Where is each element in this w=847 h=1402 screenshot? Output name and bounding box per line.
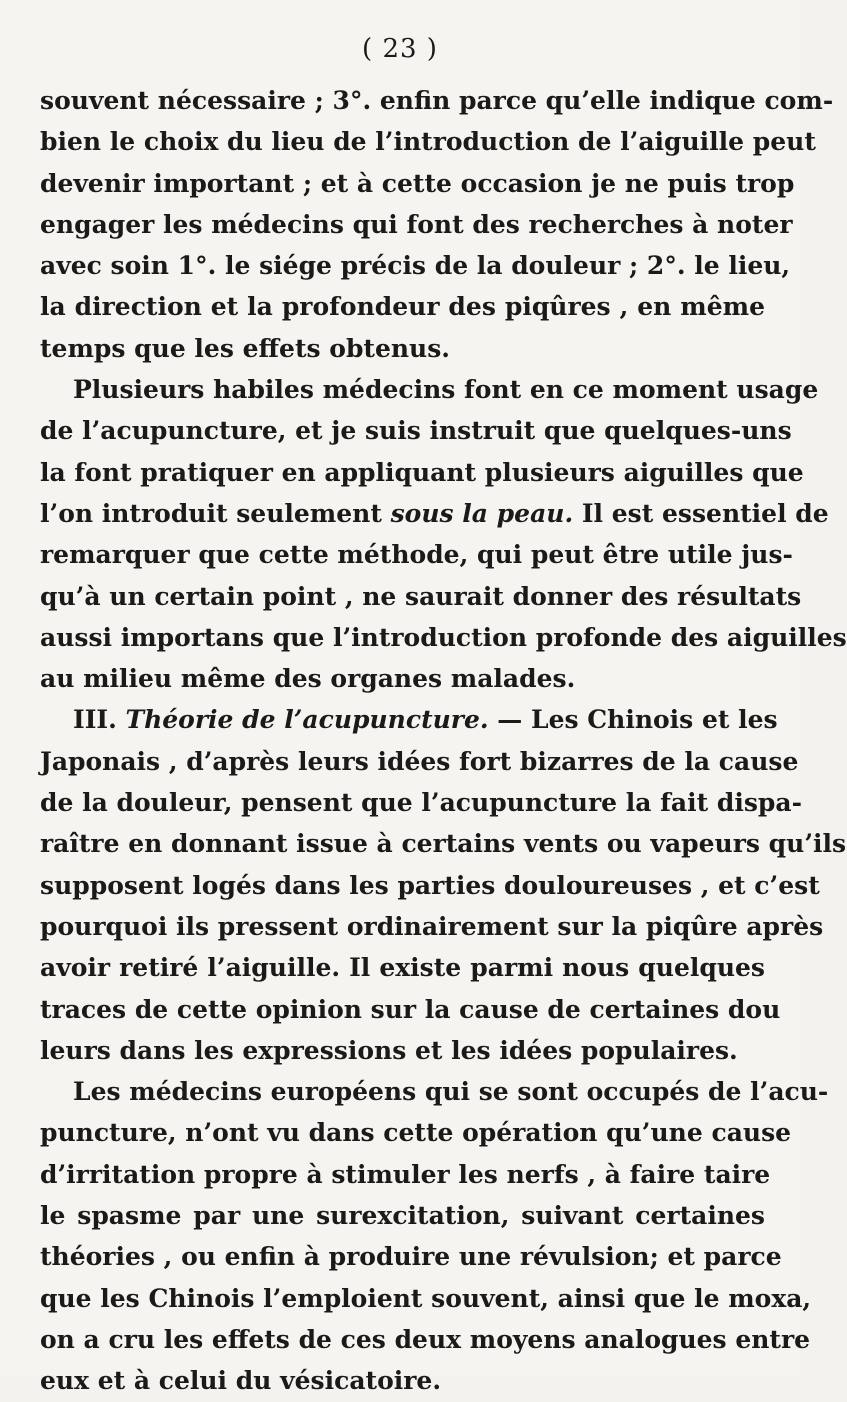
text-line: traces de cette opinion sur la cause de certaines dou [40, 994, 781, 1024]
text-line-with-italic [40, 493, 829, 534]
text-line: puncture, n’ont vu dans cette opération qu’une cause [40, 1118, 792, 1148]
text-line: avec soin 1°. le siége précis de la douleur ; 2°. le lieu, [40, 251, 791, 281]
text-line: eux et à celui du vésicatoire. [40, 1366, 442, 1396]
text-line: devenir important ; et à cette occasion je ne puis trop [40, 168, 795, 198]
text-line: qu’à un certain point , ne saurait donner des résultats [40, 581, 802, 611]
text-line: on a cru les effets de ces deux moyens analogues entre [40, 1324, 811, 1354]
section-title: Théorie de l’acupuncture. [125, 705, 489, 735]
text-segment: — Les Chinois et les [488, 705, 778, 735]
text-segment: Il est essentiel de [573, 498, 829, 528]
text-line: que les Chinois l’emploient souvent, ainsi que le moxa, [40, 1283, 812, 1313]
text-line: engager les médecins qui font des recherches à noter [40, 209, 793, 239]
page-number: ( 23 ) [362, 34, 438, 64]
text-segment: l’on introduit seulement [40, 498, 391, 528]
text-line: pourquoi ils pressent ordinairement sur la piqûre après [40, 911, 824, 941]
text-line: bien le choix du lieu de l’introduction de l’aiguille peut [40, 127, 816, 157]
text-line: d’irritation propre à stimuler les nerfs , à faire taire [40, 1159, 771, 1189]
text-line: de la douleur, pensent que l’acupuncture la fait dispa- [40, 788, 802, 818]
text-line: aussi importans que l’introduction profonde des aiguilles [40, 622, 847, 652]
text-line: la direction et la profondeur des piqûres , en même [40, 292, 765, 322]
text-line: souvent nécessaire ; 3°. enfin parce qu’elle indique com- [40, 86, 834, 115]
text-line: la font pratiquer en appliquant plusieurs aiguilles que [40, 457, 804, 487]
text-line: leurs dans les expressions et les idées populaires. [40, 1035, 738, 1065]
section-number: III. [73, 705, 126, 735]
section-heading-line [40, 699, 778, 740]
italic-phrase: sous la peau. [390, 498, 574, 528]
text-line: le spasme par une surexcitation, suivant certaines [40, 1201, 765, 1231]
text-line: remarquer que cette méthode, qui peut être utile jus- [40, 540, 793, 570]
text-line: supposent logés dans les parties douloureuses , et c’est [40, 870, 820, 900]
text-line: théories , ou enfin à produire une révulsion; et parce [40, 1242, 782, 1272]
text-line: raître en donnant issue à certains vents ou vapeurs qu’ils [40, 829, 847, 859]
body-text [40, 80, 847, 1402]
text-line: Les médecins européens qui se sont occupés de l’acu- [73, 1077, 829, 1107]
text-line: Japonais , d’après leurs idées fort bizarres de la cause [40, 746, 799, 776]
text-line: de l’acupuncture, et je suis instruit que quelques-uns [40, 416, 792, 446]
text-line: Plusieurs habiles médecins font en ce moment usage [73, 375, 819, 405]
text-line: temps que les effets obtenus. [40, 333, 451, 363]
text-line: avoir retiré l’aiguille. Il existe parmi nous quelques [40, 953, 765, 983]
text-line: au milieu même des organes malades. [40, 664, 576, 694]
